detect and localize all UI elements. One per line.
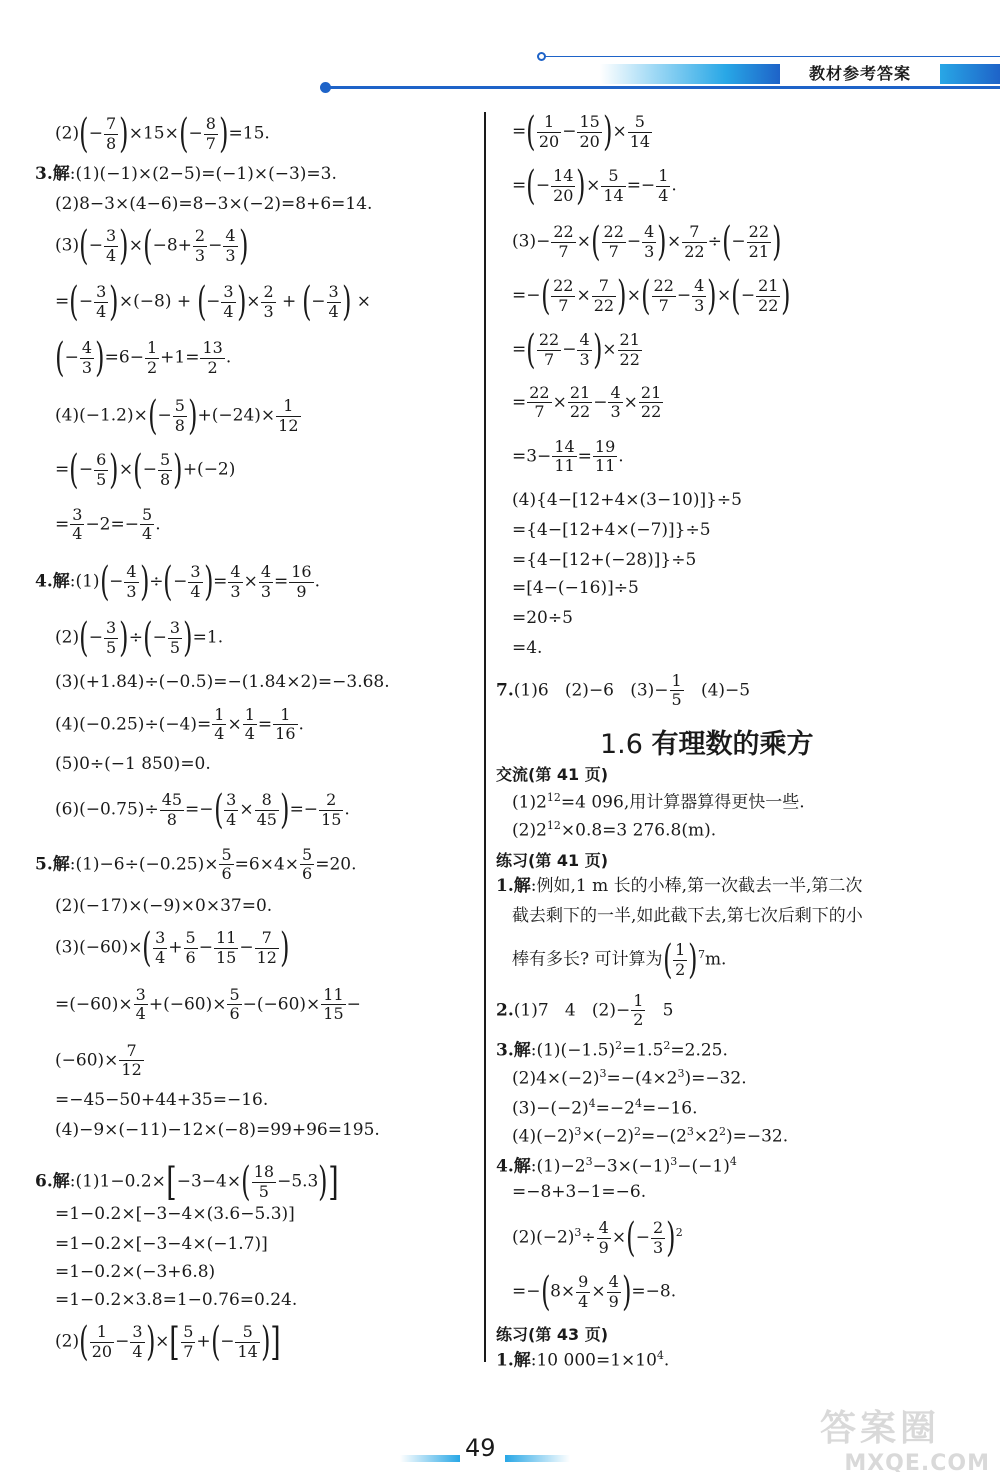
math-line: (−60)× $\frac{7}{12}$ [55,1041,142,1080]
math-line: (2)(− $\frac{3}{5}$ )÷(− $\frac{3}{5}$ )=1. [55,615,224,661]
math-line: =1−0.2×3.8=1−0.76=0.24. [55,1290,298,1310]
section-title: 1.6 有理数的乘方 [600,729,814,760]
subsection-heading: 交流(第 41 页) [496,765,609,784]
math-line: (2)( $\frac{1}{20}$ − $\frac{3}{4}$ )×[ $\frac{5}{7}$ +(− $\frac{5}{14}$ )] [55,1319,282,1365]
math-line: =( $\frac{22}{7}$ − $\frac{4}{3}$ )× $\frac{21}{22}$ [512,327,640,373]
math-line: =(−60)× $\frac{3}{4}$ +(−60)× $\frac{5}{6}$ −(−60)× $\frac{11}{15}$ − [55,985,361,1024]
header-gradient-bar [600,64,780,84]
question-7: 7.(1)6 (2)−6 (3)− $\frac{1}{5}$ (4)−5 [496,671,751,710]
header-label: 教材参考答案 [808,64,911,83]
math-line: $(3)-(-2)^4=-2^4=-16$. [512,1097,698,1119]
math-line: =1−0.2×[−3−4×(−1.7)] [55,1234,268,1254]
question-4-line-1: 4.解:(1)(− $\frac{4}{3}$ )÷(− $\frac{3}{4}$ )= $\frac{4}{3}$ × $\frac{4}{3}$ = $\frac{16}{9}$ . [35,559,321,605]
question-6-line-1: 6.解:(1)1−0.2×[−3−4×( $\frac{18}{5}$ −5.3)] [35,1159,339,1205]
math-line: ={4−[12+4×(−7)]}÷5 [512,520,711,540]
subsection-heading: 练习(第 41 页) [496,851,609,870]
math-line: =(− $\frac{14}{20}$ )× $\frac{5}{14}$ =− $\frac{1}{4}$ . [512,163,677,209]
practice-3-line-1: 3.解$:(1)(-1.5)^2=1.5^2=2.25$. [496,1039,728,1061]
practice-5: 1.解:10 $000=1\times 10^4$. [496,1349,670,1371]
header-thin-line [545,56,1000,57]
watermark: 答案圈 MXQE.COM [820,1408,990,1472]
math-line: =−( $\frac{22}{7}$ × $\frac{7}{22}$ )×( $\frac{22}{7}$ − $\frac{4}{3}$ )×(− $\frac{21}{22}$ ) [512,273,791,319]
math-line: =20÷5 [512,608,573,628]
math-line: = $\frac{3}{4}$ −2=− $\frac{5}{4}$ . [55,505,161,544]
math-line: (4)(−1.2)×(− $\frac{5}{8}$ )+(−24)× $\frac{1}{12}$ [55,393,299,439]
text-line: 截去剩下的一半,如此截下去,第七次后剩下的小 [512,906,863,926]
practice-1-line-1: 1.解:例如,1 m 长的小棒,第一次截去一半,第二次 [496,876,863,896]
math-line: (− $\frac{4}{3}$ )=6− $\frac{1}{2}$ +1= $\frac{13}{2}$ . [55,335,232,381]
math-line: (3)(+1.84)÷(−0.5)=−(1.84×2)=−3.68. [55,672,390,692]
column-divider [484,112,486,1362]
question-3-line-1: 3.解:(1)(−1)×(2−5)=(−1)×(−3)=3. [35,164,337,184]
practice-2: 2.(1)7 4 (2)− $\frac{1}{2}$ 5 [496,991,674,1030]
math-line: (4){4−[12+4×(3−10)]}÷5 [512,490,742,510]
math-line: $(2)2^{12}\times 0.8=3$ 276.8(m). [512,819,717,841]
math-line: =( $\frac{1}{20}$ − $\frac{15}{20}$ )× $\frac{5}{14}$ [512,109,651,155]
header-rule [330,86,1000,89]
math-line: =−(8× $\frac{9}{4}$ × $\frac{4}{9}$ )=−8. [512,1269,677,1315]
header-cap-bar [940,64,1000,84]
math-line: =−45−50+44+35=−16. [55,1090,269,1110]
math-line: =4. [512,638,543,658]
math-line: (3)(−60)×( $\frac{3}{4}$ + $\frac{5}{6}$ − $\frac{11}{15}$ − $\frac{7}{12}$ ) [55,925,290,971]
subsection-heading: 练习(第 43 页) [496,1325,609,1344]
math-line: (4)(−0.25)÷(−4)= $\frac{1}{4}$ × $\frac{1}{4}$ = $\frac{1}{16}$ . [55,705,304,744]
math-line: = $\frac{22}{7}$ × $\frac{21}{22}$ − $\frac{4}{3}$ × $\frac{21}{22}$ [512,383,662,422]
math-line: =[4−(−16)]÷5 [512,578,639,598]
math-line: (3)(− $\frac{3}{4}$ )×(−8+ $\frac{2}{3}$ − $\frac{4}{3}$ ) [55,223,249,269]
math-line: $(4)(-2)^3\times(-2)^2=-(2^3\times 2^2)=-32$. [512,1125,789,1147]
math-line: $(2)4\times(-2)^3=-(4\times 2^3)=-32$. [512,1067,747,1089]
footer-right-bar [505,1455,570,1462]
math-line: (6)(−0.75)÷ $\frac{45}{8}$ =−( $\frac{3}{4}$ × $\frac{8}{45}$ )=− $\frac{2}{15}$ . [55,787,350,833]
math-line: $(2)(-2)^3\div$ $\frac{4}{9}$ ×(− $\frac{2}{3}$ )$^2$ [512,1215,683,1261]
question-5-line-1: 5.解:(1)−6÷(−0.25)× $\frac{5}{6}$ =6×4× $\frac{5}{6}$ =20. [35,845,357,884]
math-line: (5)0÷(−1 850)=0. [55,754,211,774]
math-line: $(1)2^{12}=4$ 096,用计算器算得更快一些. [512,791,805,813]
math-line: =−8+3−1=−6. [512,1182,647,1202]
math-line: (3)− $\frac{22}{7}$ ×( $\frac{22}{7}$ − $\frac{4}{3}$ )× $\frac{7}{22}$ ÷(− $\frac{22}{21}$ ) [512,219,782,265]
math-line: (2)(−17)×(−9)×0×37=0. [55,896,273,916]
math-line: ={4−[12+(−28)]}÷5 [512,550,697,570]
footer-left-bar [400,1455,460,1462]
math-line: =(− $\frac{3}{4}$ )×(−8) + (− $\frac{3}{4}$ )× $\frac{2}{3}$ + (− $\frac{3}{4}$ ) × [55,279,371,325]
math-line: (2)(− $\frac{7}{8}$ )×15×(− $\frac{8}{7}$ )=15. [55,111,270,157]
math-line: (4)−9×(−11)−12×(−8)=99+96=195. [55,1120,380,1140]
text-line: 棒有多长? 可计算为( $\frac{1}{2}$ )$^7$m. [512,937,727,983]
math-line: (2)8−3×(4−6)=8−3×(−2)=8+6=14. [55,194,373,214]
math-line: =(− $\frac{6}{5}$ )×(− $\frac{5}{8}$ )+(−2) [55,447,236,493]
math-line: =1−0.2×(−3+6.8) [55,1262,216,1282]
math-line: =1−0.2×[−3−4×(3.6−5.3)] [55,1204,295,1224]
page-number: 49 [465,1434,496,1462]
practice-4-line-1: 4.解$:(1)-2^3-3\times(-1)^3-(-1)^4$ [496,1155,737,1177]
math-line: =3− $\frac{14}{11}$ = $\frac{19}{11}$ . [512,437,624,476]
